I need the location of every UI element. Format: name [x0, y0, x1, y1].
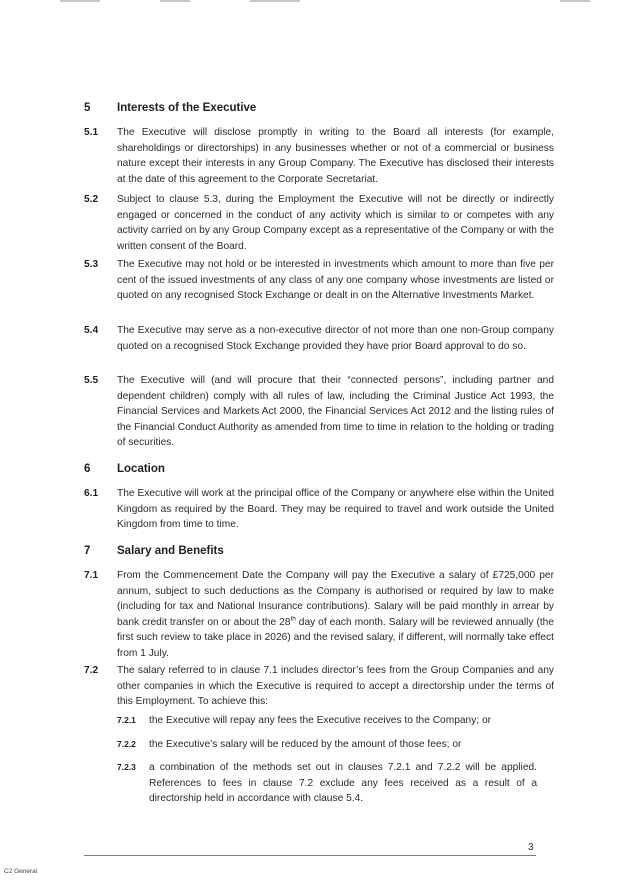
clause-5-2	[84, 192, 554, 254]
clause-text: The Executive will disclose promptly in writing to the Board all interests (for example, shareholdings or directorships) in any businesses whether or not of a commercial or business nature except their interests in any Group Company. The Executive has disclosed their interests at the date of this agreement to the Corporate Secretariat.	[117, 127, 554, 185]
subclause-text: the Executive will repay any fees the Executive receives to the Company; or	[149, 715, 492, 726]
clause-text: The Executive may not hold or be interested in investments which amount to more than five per cent of the issued investments of any class of any one company whose investments are listed or quoted on any recognised Stock Exchange or dealt in on the Alternative Investments Market.	[117, 259, 554, 302]
clause-7-2-1	[117, 713, 537, 729]
clause-text: The Executive will work at the principal office of the Company or anywhere else within the United Kingdom as required by the Board. They may be required to travel and work outside the United Kingdom from time to time.	[117, 488, 554, 531]
clause-6-1	[84, 486, 554, 533]
subclause-number: 7.2.1	[117, 715, 136, 725]
section-number: 5	[84, 102, 91, 114]
clause-5-5	[84, 373, 554, 451]
clause-7-2-3	[117, 760, 537, 807]
clause-text: The salary referred to in clause 7.1 includes director’s fees from the Group Companies and any other companies in which the Executive is required to accept a directorship under the terms of this Employment. To achieve this:	[117, 665, 554, 708]
section-title: Salary and Benefits	[117, 545, 224, 557]
footer-rule	[84, 855, 536, 856]
section-title: Interests of the Executive	[117, 102, 257, 114]
clause-text-part: From the Commencement Date the Company will pay the Executive a salary of £725,000 per annum, subject to such deductions as the Company is authorised or required by law to make (including for tax and National Insurance contributions). Salary will be paid monthly in arrear by bank credit transfer on or about the 28	[117, 570, 554, 628]
subclause-text: a combination of the methods set out in clauses 7.2.1 and 7.2.2 will be applied. References to fees in clause 7.2 exclude any fees received as a result of a directorship held in accordance with clause 5.4.	[149, 762, 537, 805]
section-title: Location	[117, 463, 165, 475]
clause-7-1	[84, 568, 554, 662]
clause-text: The Executive will (and will procure that their “connected persons”, including partner and dependent children) comply with all rules of law, including the Criminal Justice Act 1993, the Financial Services and Markets Act 2000, the Financial Services Act 2012 and the listing rules of the Financial Conduct Authority as amended from time to time in relation to the holding or trading of securities.	[117, 375, 554, 449]
subclause-number: 7.2.3	[117, 762, 136, 772]
clause-number: 7.2	[84, 665, 99, 676]
clause-number: 6.1	[84, 488, 99, 499]
scan-edge-marks	[0, 0, 623, 4]
clause-number: 5.5	[84, 375, 99, 386]
clause-text: Subject to clause 5.3, during the Employment the Executive will not be directly or indirectly engaged or concerned in the conduct of any activity which is similar to or competes with any activity carried on by any Group Company except as a representative of the Company or with the written consent of the Board.	[117, 194, 554, 252]
subclause-text: the Executive’s salary will be reduced by the amount of those fees; or	[149, 739, 462, 750]
clause-number: 5.4	[84, 325, 99, 336]
clause-number: 5.2	[84, 194, 99, 205]
section-number: 7	[84, 545, 91, 557]
ordinal-suffix: th	[290, 615, 296, 623]
clause-text	[117, 568, 554, 662]
subclause-number: 7.2.2	[117, 739, 136, 749]
classification-label: C2 General	[4, 868, 38, 875]
section-number: 6	[84, 463, 91, 475]
clause-5-1	[84, 125, 554, 187]
clause-5-3	[84, 257, 554, 304]
clause-7-2-2	[117, 737, 537, 753]
clause-5-4	[84, 323, 554, 354]
clause-7-2	[84, 663, 554, 710]
clause-number: 7.1	[84, 570, 99, 581]
clause-number: 5.3	[84, 259, 99, 270]
page-number: 3	[528, 842, 534, 853]
clause-text: The Executive may serve as a non-executive director of not more than one non-Group company quoted on a recognised Stock Exchange provided they have prior Board approval to do so.	[117, 325, 554, 352]
clause-number: 5.1	[84, 127, 99, 138]
clause-text-part: day of each month. Salary will be reviewed annually (the first such review to take place in 2026) and the revised salary, if different, will normally take effect from 1 July.	[117, 616, 554, 659]
